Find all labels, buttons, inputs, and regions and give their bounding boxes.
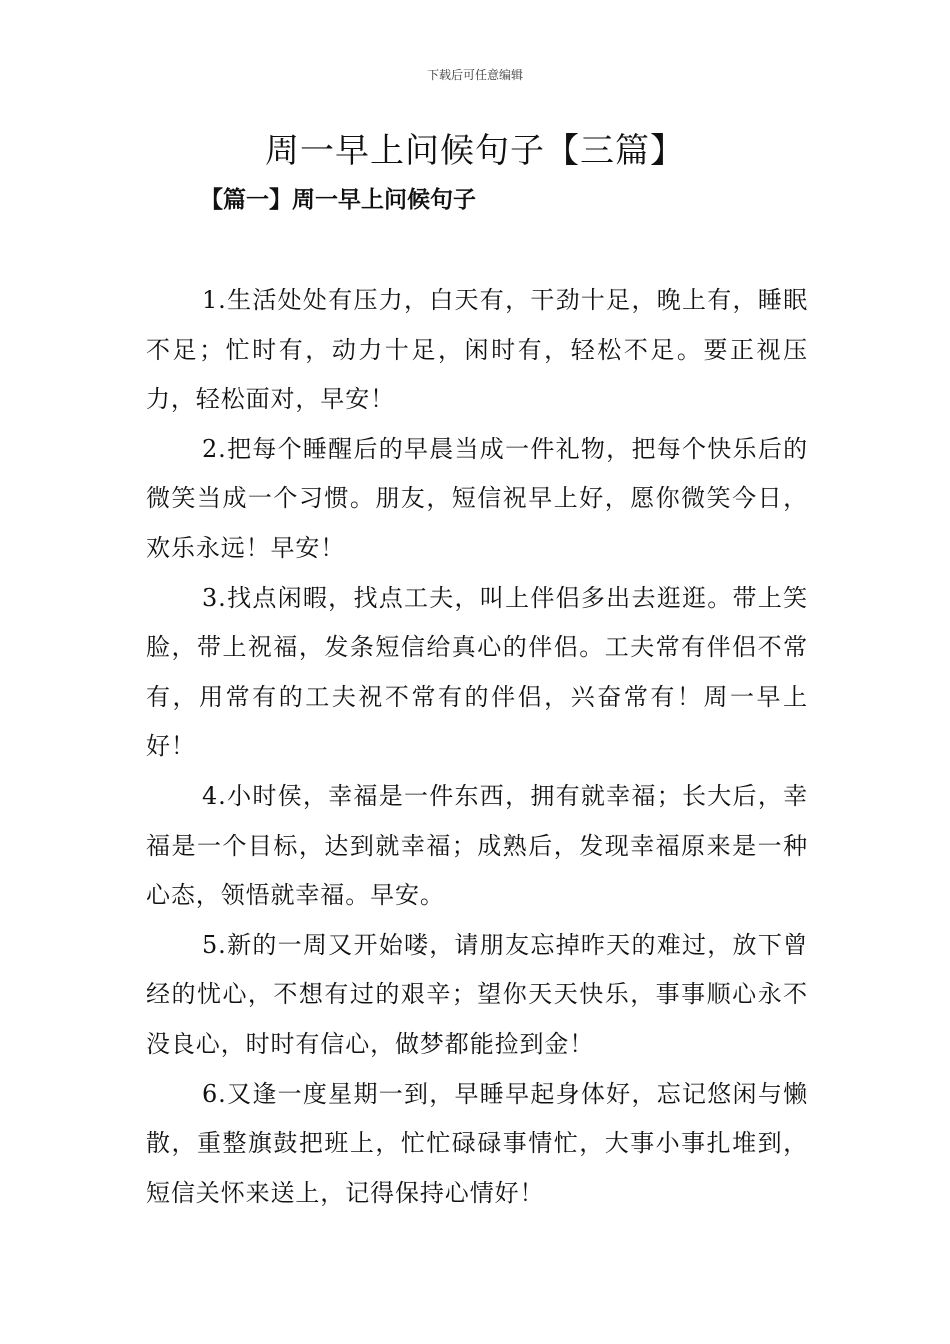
document-title: 周一早上问候句子【三篇】: [265, 131, 685, 171]
paragraph-1: 1.生活处处有压力，白天有，干劲十足，晚上有，睡眠不足；忙时有，动力十足，闲时有，轻松不足。要正视压力，轻松面对，早安！: [146, 286, 808, 414]
section-heading: 【篇一】周一早上问候句子: [200, 186, 476, 213]
paragraph-3: 3.找点闲暇，找点工夫，叫上伴侣多出去逛逛。带上笑脸，带上祝福，发条短信给真心的伴侣。工夫常有伴侣不常有，用常有的工夫祝不常有的伴侣，兴奋常有！周一早上好！: [146, 583, 808, 761]
body-text: [146, 276, 808, 1218]
paragraph-5: 5.新的一周又开始喽，请朋友忘掉昨天的难过，放下曾经的忧心，不想有过的艰辛；望你天天快乐，事事顺心永不没良心，时时有信心，做梦都能捡到金！: [146, 930, 808, 1058]
paragraph-2: 2.把每个睡醒后的早晨当成一件礼物，把每个快乐后的微笑当成一个习惯。朋友，短信祝早上好，愿你微笑今日，欢乐永远！早安！: [146, 434, 808, 562]
paragraph-4: 4.小时侯，幸福是一件东西，拥有就幸福；长大后，幸福是一个目标，达到就幸福；成熟后，发现幸福原来是一种心态，领悟就幸福。早安。: [146, 781, 808, 910]
header-note: 下载后可任意编辑: [426, 68, 523, 82]
paragraph-6: 6.又逢一度星期一到，早睡早起身体好，忘记悠闲与懒散，重整旗鼓把班上，忙忙碌碌事情忙，大事小事扎堆到，短信关怀来送上，记得保持心情好！: [146, 1079, 808, 1207]
